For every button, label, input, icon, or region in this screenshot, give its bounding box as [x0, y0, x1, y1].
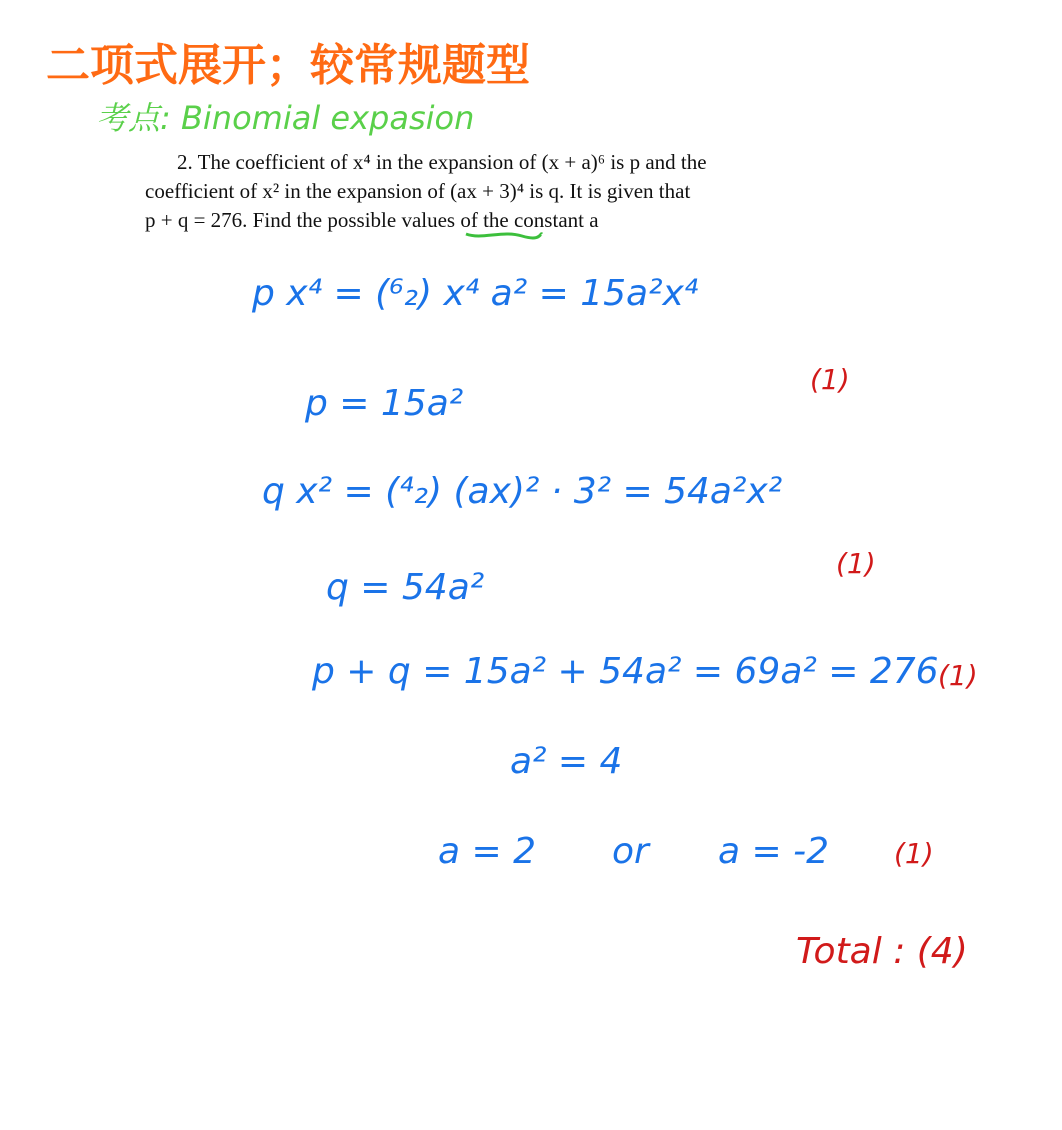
solution-or: or	[612, 831, 649, 872]
mark-3: (1)	[938, 659, 978, 692]
question-line: coefficient of x² in the expansion of (ax + 3)⁴ is q. It is given that	[145, 179, 691, 203]
underline-mark	[462, 222, 546, 242]
total-marks: Total : (4)	[796, 931, 968, 972]
solution-line-3: q x² = (⁴₂) (ax)² · 3² = 54a²x²	[262, 471, 783, 512]
mark-2: (1)	[836, 547, 876, 580]
keypoint-annotation: 考点: Binomial expasion	[96, 99, 475, 137]
question-line: p + q = 276. Find the possible values of the constant a	[145, 208, 599, 232]
mark-4: (1)	[894, 837, 934, 870]
question-line: 2. The coefficient of x⁴ in the expansion of (x + a)⁶ is p and the	[177, 150, 707, 174]
solution-answer-1: a = 2	[438, 831, 537, 872]
solution-line-6: a² = 4	[510, 741, 623, 782]
solution-line-4: q = 54a²	[326, 567, 485, 608]
solution-answer-2: a = -2	[718, 831, 830, 872]
solution-line-5: p + q = 15a² + 54a² = 69a² = 276	[312, 651, 939, 692]
mark-1: (1)	[810, 363, 850, 396]
solution-line-1: p x⁴ = (⁶₂) x⁴ a² = 15a²x⁴	[252, 273, 699, 314]
solution-line-2: p = 15a²	[305, 383, 464, 424]
topic-title: 二项式展开；较常规题型	[46, 40, 530, 91]
